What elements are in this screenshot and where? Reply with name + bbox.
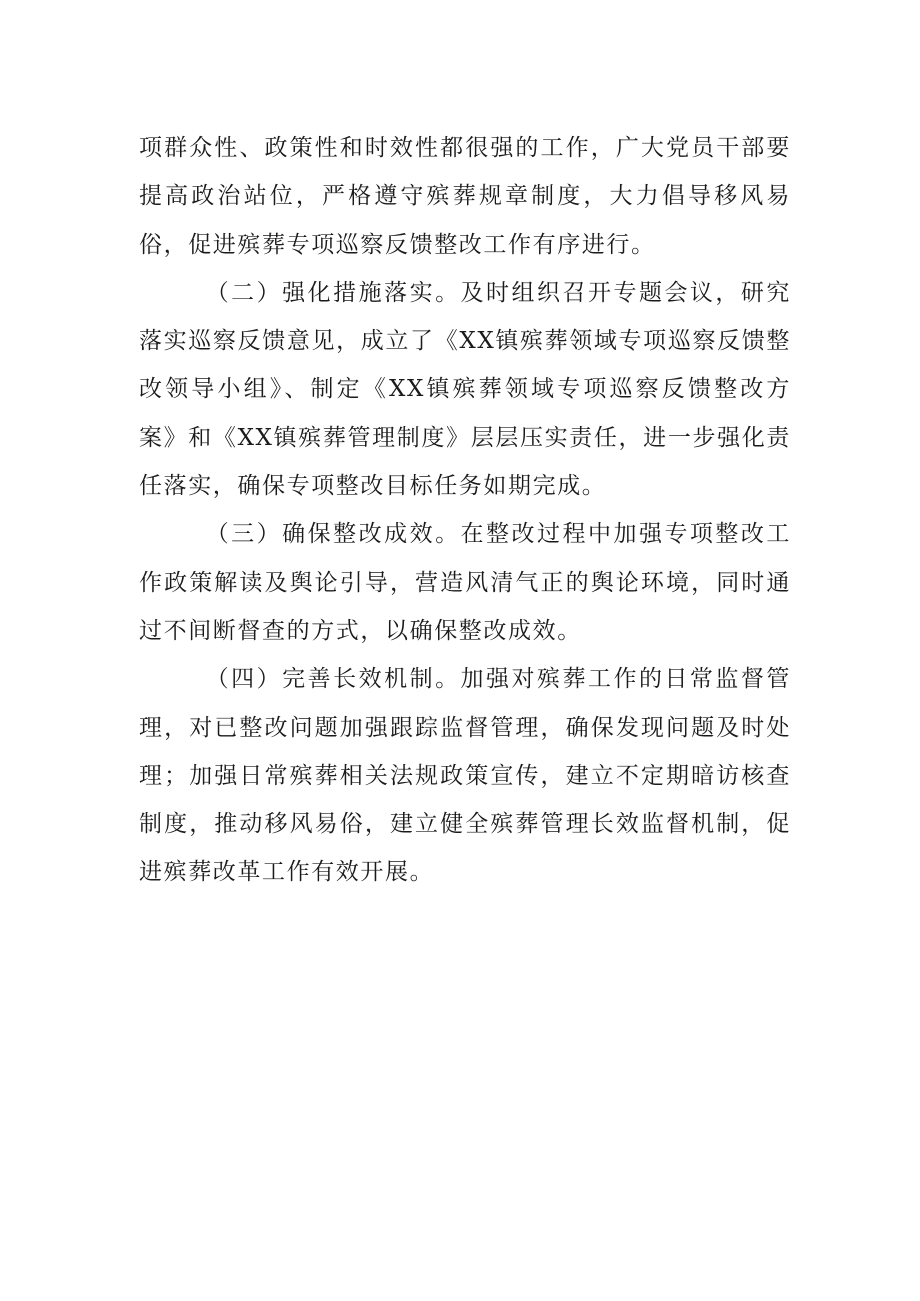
paragraph-measures: （二）强化措施落实。及时组织召开专题会议，研究落实巡察反馈意见，成立了《XX镇殡葬领域专项巡察反馈整改领导小组》、制定《XX镇殡葬领域专项巡察反馈整改方案》和《XX镇殡葬管理制度》层层压实责任，进一步强化责任落实，确保专项整改目标任务如期完成。 — [139, 279, 791, 500]
document-body — [139, 124, 791, 897]
paragraph-continuation: 项群众性、政策性和时效性都很强的工作，广大党员干部要提高政治站位，严格遵守殡葬规章制度，大力倡导移风易俗，促进殡葬专项巡察反馈整改工作有序进行。 — [139, 135, 791, 258]
paragraph-effectiveness: （三）确保整改成效。在整改过程中加强专项整改工作政策解读及舆论引导，营造风清气正的舆论环境，同时通过不间断督查的方式，以确保整改成效。 — [139, 521, 791, 644]
paragraph-long-term-mechanism: （四）完善长效机制。加强对殡葬工作的日常监督管理，对已整改问题加强跟踪监督管理，确保发现问题及时处理；加强日常殡葬相关法规政策宣传，建立不定期暗访核查制度，推动移风易俗，建立健全殡葬管理长效监督机制，促进殡葬改革工作有效开展。 — [139, 666, 791, 886]
